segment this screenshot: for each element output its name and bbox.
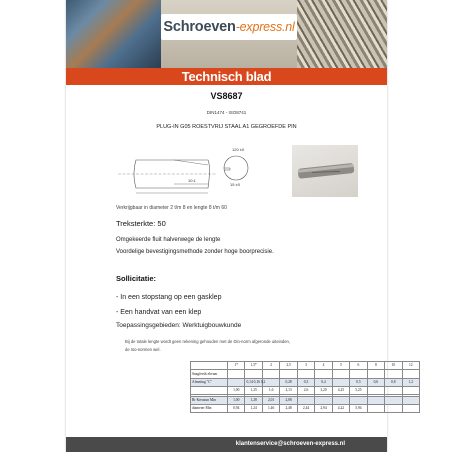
header-band: [66, 0, 387, 68]
table-cell: [402, 404, 419, 412]
table-cell: [332, 396, 349, 404]
table-cell: [245, 370, 262, 378]
logo-main-text: Schroeven: [163, 19, 236, 35]
table-cell: [297, 396, 314, 404]
table-cell: Snagfeeds ebvam: [191, 370, 228, 378]
table-cell: 1*: [228, 362, 245, 370]
groove-length-label: 10:1: [188, 178, 196, 183]
table-cell: [350, 370, 367, 378]
table-cell: [332, 378, 349, 386]
table-cell: 1,24: [245, 404, 262, 412]
brand-logo[interactable]: [161, 14, 297, 40]
table-cell: 4: [315, 362, 332, 370]
table-cell: [262, 370, 279, 378]
table-cell: 1,28: [245, 396, 262, 404]
table-cell: 0,28: [280, 378, 297, 386]
table-cell: 2,48: [280, 404, 297, 412]
groove-line: [174, 160, 208, 165]
table-cell: [228, 378, 245, 386]
article-number: VS8687: [210, 91, 243, 101]
table-cell: 2,13: [280, 386, 297, 394]
tensile-strength: Treksterkte: 50: [116, 219, 166, 228]
table-cell: Afmeting "C": [191, 378, 228, 386]
table-cell: 2,94: [315, 404, 332, 412]
norm-reference: DIN1474 - ISO8741: [206, 110, 247, 115]
table-cell: [297, 370, 314, 378]
table-cell: [402, 386, 419, 394]
table-cell: [385, 396, 402, 404]
table-cell: 1,00: [228, 386, 245, 394]
table-cell: 4,22: [332, 404, 349, 412]
table-cell: 1,00: [228, 396, 245, 404]
table-cell: [367, 370, 384, 378]
table-cell: Bi-Kreuzun Min: [191, 396, 228, 404]
table-cell: [385, 404, 402, 412]
application-item: - Een handvat van een klep: [116, 309, 202, 316]
table-cell: 0,4: [315, 378, 332, 386]
table-cell: 5,25: [350, 386, 367, 394]
table-cell: 0,5: [350, 378, 367, 386]
groove-slot: [224, 168, 230, 170]
table-row: [191, 362, 420, 370]
table-cell: 1,5*: [245, 362, 262, 370]
table-cell: 3,20: [315, 386, 332, 394]
pin-technical-drawing: [116, 140, 258, 200]
table-cell: 4,25: [332, 386, 349, 394]
angle-label: 15 ±0: [230, 182, 240, 187]
table-cell: 1,25: [245, 386, 262, 394]
table-cell: 3: [297, 362, 314, 370]
table-cell: 6: [350, 362, 367, 370]
table-cell: 0,3: [297, 378, 314, 386]
table-cell: [402, 370, 419, 378]
table-cell: [385, 370, 402, 378]
table-cell: 5,94: [350, 404, 367, 412]
table-cell: [350, 396, 367, 404]
pin-product-photo: [292, 145, 358, 197]
description-line-2: Voordelige bevestigingsmethode zonder hoge boorprecisie.: [116, 249, 274, 255]
footer-bar: [66, 437, 387, 452]
top-dimension-label: 120 ±0: [232, 147, 245, 152]
table-cell: 8: [367, 362, 384, 370]
table-cell: [367, 404, 384, 412]
header-screws-photo: [297, 0, 387, 68]
table-cell: [280, 370, 297, 378]
document-banner-title: Technisch blad: [66, 68, 387, 85]
table-row: [191, 378, 420, 386]
table-cell: [332, 370, 349, 378]
description-line-1: Omgekeerde fluit halverwege de lengte: [116, 237, 221, 243]
header-tools-photo: [66, 0, 161, 68]
table-cell: [402, 396, 419, 404]
norm-note-line-1: Bij de totale lengte wordt geen rekening gehouden met de Din-norm afgeronde uiteinden,: [125, 339, 291, 344]
table-cell: [191, 362, 228, 370]
product-name: PLUG-IN G05 ROESTVRIJ STAAL A1 GEGROEFDE PIN: [156, 124, 297, 130]
table-cell: 5: [332, 362, 349, 370]
table-cell: 12: [402, 362, 419, 370]
table-cell: 2,01: [262, 396, 279, 404]
table-cell: 0,14 0,16 0,2: [245, 378, 262, 386]
table-cell: 0,94: [228, 404, 245, 412]
table-cell: 10: [385, 362, 402, 370]
table-cell: 1,6: [262, 386, 279, 394]
table-cell: [315, 370, 332, 378]
table-cell: [367, 396, 384, 404]
table-cell: [262, 378, 279, 386]
table-cell: 1,2: [402, 378, 419, 386]
table-cell: 2,6: [297, 386, 314, 394]
application-item: - In een stopstang op een gasklep: [116, 294, 222, 301]
customer-service-email[interactable]: klantenservice@schroeven-express.nl: [235, 441, 345, 447]
table-cell: 2,08: [280, 396, 297, 404]
table-cell: [228, 370, 245, 378]
table-cell: diameter Min: [191, 404, 228, 412]
table-cell: [367, 386, 384, 394]
application-areas: Toepassingsgebieden: Werktuigbouwkunde: [116, 322, 242, 329]
table-cell: 2,5: [280, 362, 297, 370]
table-row: [191, 386, 420, 394]
table-cell: 0,6: [367, 378, 384, 386]
logo-suffix-text: -express.nl: [235, 20, 295, 34]
table-row: [191, 404, 420, 412]
table-cell: [315, 396, 332, 404]
table-cell: 2: [262, 362, 279, 370]
norm-note-line-2: de Iso-normen wel.: [125, 347, 161, 352]
table-row: [191, 370, 420, 378]
availability-text: Verkrijgbaar in diameter 2 t/m 8 en lengte 8 t/m 60: [116, 205, 227, 211]
table-cell: 2,44: [297, 404, 314, 412]
dimension-table: [190, 361, 420, 413]
technical-data-sheet: [66, 0, 414, 452]
table-cell: 0,8: [385, 378, 402, 386]
table-row: [191, 396, 420, 404]
table-cell: [191, 386, 228, 394]
table-cell: 1,46: [262, 404, 279, 412]
applications-heading: Sollicitatie:: [116, 274, 157, 283]
table-cell: [385, 386, 402, 394]
